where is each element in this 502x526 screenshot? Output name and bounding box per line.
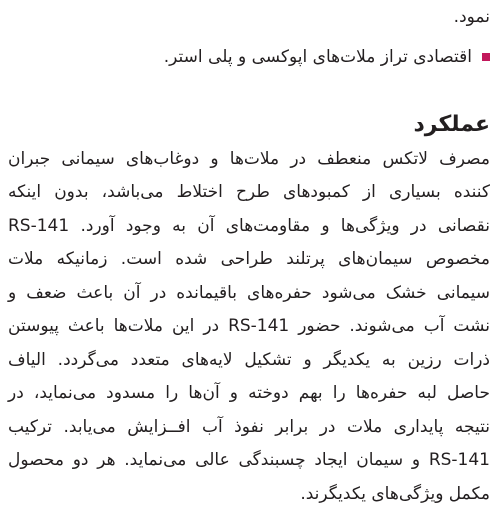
paragraph-line: نتیجه پایداری ملات در برابر نفوذ آب افــزایش می‌یابد. ترکیب: [8, 417, 490, 437]
bullet-list-item: [164, 44, 490, 70]
paragraph-line: RS-141 و سیمان ایجاد چسبندگی عالی می‌نماید. هر دو محصول: [8, 450, 490, 470]
paragraph-line: نشت آب می‌شوند. حضور RS-141 در این ملات‌ها باعث پیوستن: [8, 316, 490, 336]
bullet-square-icon: [482, 53, 490, 61]
paragraph-line: نقصانی در ویژگی‌ها و مقاومت‌های آن به وجود آورد. RS-141: [8, 216, 490, 236]
paragraph-line: مخصوص سیمان‌های پرتلند طراحی شده است. زمانیکه ملات: [8, 249, 490, 269]
paragraph-line: حاصل لبه حفره‌ها را بهم دوخته و آن‌ها را مسدود می‌نماید، در: [8, 383, 490, 403]
paragraph-line: سیمانی خشک می‌شود حفره‌های باقیمانده در آن باعث ضعف و: [8, 283, 490, 303]
intro-tail-text: نمود.: [453, 7, 490, 27]
paragraph-line: ذرات رزین به یکدیگر و تشکیل لایه‌های متعدد می‌گردد. الیاف: [8, 350, 490, 370]
paragraph-line: مصرف لاتکس منعطف در ملات‌ها و دوغاب‌های سیمانی جبران: [8, 149, 490, 169]
paragraph-line: مکمل ویژگی‌های یکدیگرند.: [300, 484, 490, 504]
paragraph-line: کننده بسیاری از کمبودهای طرح اختلاط می‌باشد، بدون اینکه: [8, 182, 490, 202]
section-heading: عملکرد: [413, 112, 490, 137]
bullet-item-text: اقتصادی تراز ملات‌های اپوکسی و پلی استر.: [163, 47, 472, 67]
